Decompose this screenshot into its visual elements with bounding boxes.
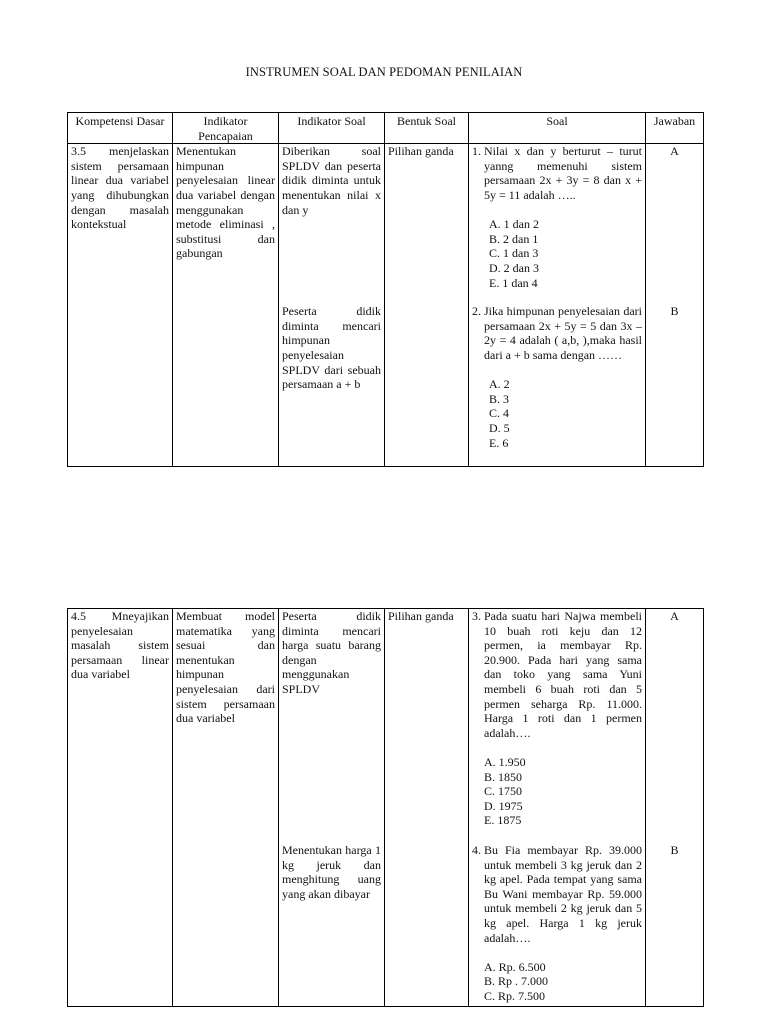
option-b: B. 3 bbox=[489, 391, 510, 406]
page-title: INSTRUMEN SOAL DAN PEDOMAN PENILAIAN bbox=[245, 65, 523, 79]
option-d: D. 2 dan 3 bbox=[489, 260, 539, 275]
soal-cell bbox=[469, 609, 646, 1007]
answer-options bbox=[472, 377, 642, 450]
indikator-soal-q2: Peserta didik diminta mencari himpunan penyelesaian SPLDV dari sebuah persamaan a + b bbox=[282, 304, 381, 392]
table-row bbox=[68, 609, 704, 1007]
indikator-pencapaian-cell: Membuat model matematika yang sesuai dan menentukan himpunan penyelesaian dari sistem persamaan dua variabel bbox=[173, 609, 279, 1007]
header-kompetensi-dasar: Kompetensi Dasar bbox=[68, 113, 173, 144]
option-c: C. 1 dan 3 bbox=[489, 246, 539, 261]
indikator-soal-q1: Diberikan soal SPLDV dan peserta didik diminta untuk menentukan nilai x dan y bbox=[282, 144, 381, 217]
question-table-1 bbox=[67, 112, 704, 467]
indikator-soal-q4: Menentukan harga 1 kg jeruk dan menghitung uang yang akan dibayar bbox=[282, 843, 381, 901]
table-header-row bbox=[68, 113, 704, 144]
question-number: 4. bbox=[472, 843, 481, 857]
question-text: Jika himpunan penyelesaian dari persamaan 2x + 5y = 5 dan 3x – 2y = 4 adalah ( a,b, ),maka hasil dari a + b sama dengan …… bbox=[484, 304, 642, 362]
option-a: A. 1 dan 2 bbox=[489, 217, 539, 232]
option-c: C. Rp. 7.500 bbox=[484, 988, 546, 1003]
indikator-pencapaian-cell: Menentukan himpunan penyelesaian linear dua variabel dengan menggunakan metode eliminasi , substitusi dan gabungan bbox=[173, 144, 279, 467]
answer-options bbox=[472, 755, 642, 828]
option-c: C. 4 bbox=[489, 406, 510, 421]
answer-q1: A bbox=[670, 144, 679, 159]
jawaban-cell bbox=[646, 144, 704, 467]
option-c: C. 1750 bbox=[484, 784, 523, 799]
option-b: B. Rp . 7.000 bbox=[484, 974, 549, 989]
option-a: A. Rp. 6.500 bbox=[484, 959, 546, 974]
option-b: B. 2 dan 1 bbox=[489, 231, 539, 246]
soal-cell bbox=[469, 144, 646, 467]
bentuk-soal-cell: Pilihan ganda bbox=[385, 144, 469, 467]
option-e: E. 1875 bbox=[484, 813, 522, 828]
option-b: B. 1850 bbox=[484, 769, 523, 784]
question-text: Pada suatu hari Najwa membeli 10 buah roti keju dan 12 permen, ia membayar Rp. 20.900. Pada hari yang sama dan toko yang sama Yuni membeli 6 buah roti dan 5 permen seharga Rp. 11.000. Harga 1 roti dan 1 permen adalah…. bbox=[484, 609, 642, 740]
table-row bbox=[68, 144, 704, 467]
answer-q4: B bbox=[670, 843, 679, 857]
question-number: 1. bbox=[472, 144, 481, 159]
answer-options bbox=[472, 217, 642, 290]
question-2 bbox=[472, 304, 642, 450]
kompetensi-dasar-cell: 4.5 Mneyajikan penyelesaian masalah sistem persamaan linear dua variabel bbox=[68, 609, 173, 1007]
question-text: Nilai x dan y berturut – turut yanng memenuhi sistem persamaan 2x + 3y = 8 dan x + 5y = 11 adalah ….. bbox=[484, 144, 642, 202]
question-number: 3. bbox=[472, 609, 481, 623]
kompetensi-dasar-cell: 3.5 menjelaskan sistem persamaan linear dua variabel yang dihubungkan dengan masalah kontekstual bbox=[68, 144, 173, 467]
answer-q2: B bbox=[670, 304, 679, 319]
answer-q3: A bbox=[670, 609, 679, 623]
option-d: D. 5 bbox=[489, 420, 510, 435]
jawaban-cell bbox=[646, 609, 704, 1007]
header-soal: Soal bbox=[469, 113, 646, 144]
question-3 bbox=[472, 609, 642, 843]
header-bentuk-soal: Bentuk Soal bbox=[385, 113, 469, 144]
header-indikator-soal: Indikator Soal bbox=[279, 113, 385, 144]
question-4 bbox=[472, 843, 642, 1004]
option-d: D. 1975 bbox=[484, 798, 523, 813]
question-number: 2. bbox=[472, 304, 481, 319]
option-e: E. 1 dan 4 bbox=[489, 275, 538, 290]
indikator-soal-q3: Peserta didik diminta mencari harga suatu barang dengan menggunakan SPLDV bbox=[282, 609, 381, 696]
indikator-soal-cell bbox=[279, 144, 385, 467]
question-1 bbox=[472, 144, 642, 304]
bentuk-soal-cell: Pilihan ganda bbox=[385, 609, 469, 1007]
option-a: A. 2 bbox=[489, 377, 510, 392]
option-e: E. 6 bbox=[489, 435, 509, 450]
header-indikator-pencapaian: Indikator Pencapaian bbox=[173, 113, 279, 144]
indikator-soal-cell bbox=[279, 609, 385, 1007]
header-jawaban: Jawaban bbox=[646, 113, 704, 144]
answer-options bbox=[472, 960, 642, 1004]
question-table-2 bbox=[67, 608, 704, 1007]
question-text: Bu Fia membayar Rp. 39.000 untuk membeli 3 kg jeruk dan 2 kg apel. Pada tempat yang sama Bu Wani membayar Rp. 59.000 untuk membeli 2 kg jeruk dan 5 kg apel. Harga 1 kg jeruk adalah…. bbox=[484, 843, 642, 945]
option-a: A. 1.950 bbox=[484, 754, 526, 769]
